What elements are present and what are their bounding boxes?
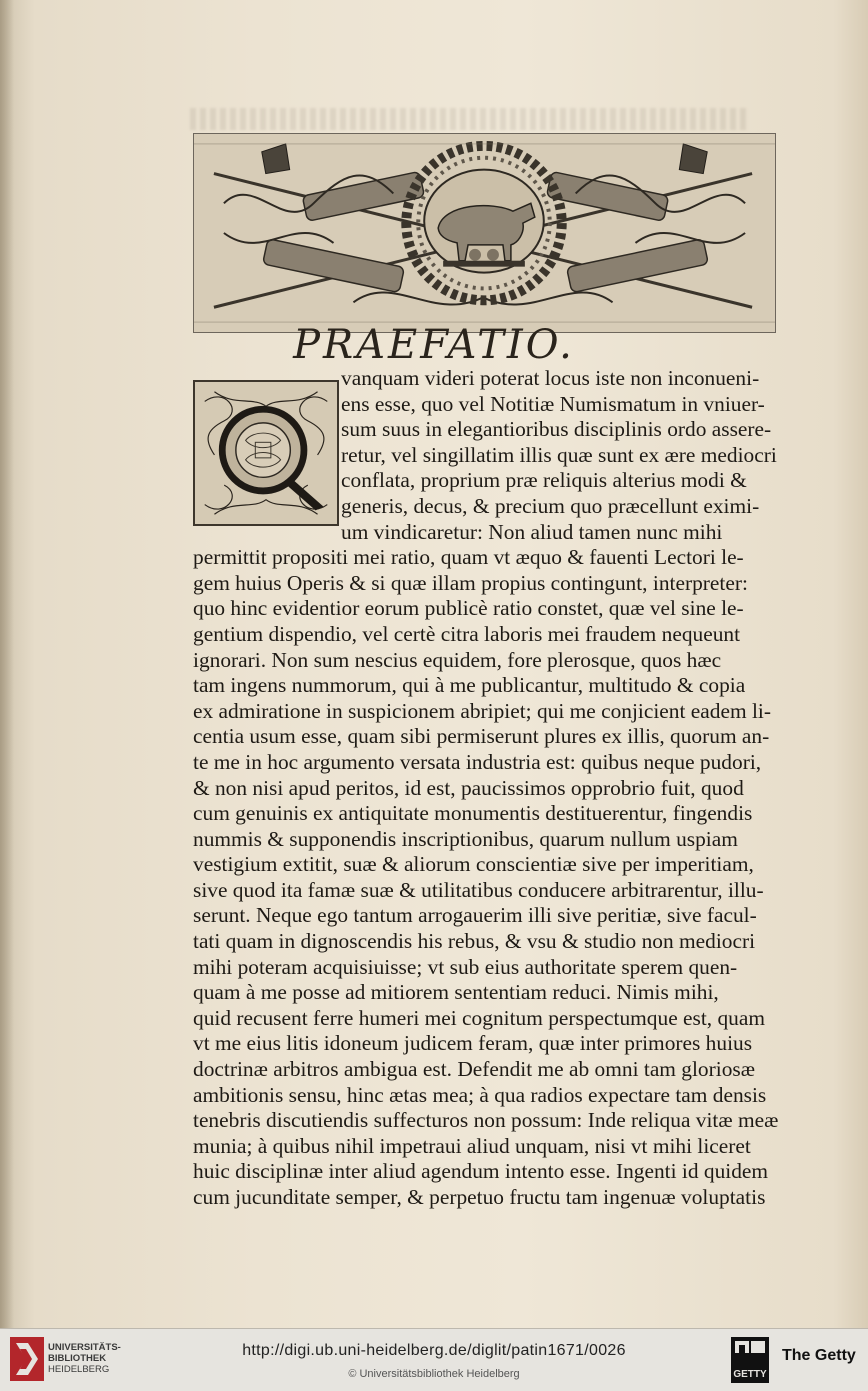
text-line: te me in hoc argumento versata industria est: quibus neque pudori, xyxy=(193,749,762,774)
text-line: tenebris discutiendis suffecturos non possum: Inde reliqua vitæ meæ xyxy=(193,1108,779,1133)
text-line: ignorari. Non sum nescius equidem, fore plerosque, quos hæc xyxy=(193,647,722,672)
text-line: cum genuinis ex antiquitate monumentis destituerentur, fingendis xyxy=(193,801,753,826)
text-line: vanquam videri poterat locus iste non inconueni- xyxy=(341,366,760,390)
text-line: serunt. Neque ego tantum arrogauerim illi sive peritiæ, sive facul- xyxy=(193,903,757,928)
text-line: mihi poteram acquisiuisse; vt sub eius authoritate sperem quen- xyxy=(193,954,738,979)
text-line: gem huius Operis & si quæ illam propius contingunt, interpreter: xyxy=(193,570,748,595)
text-line: doctrinæ arbitros ambigua est. Defendit me ab omni tam gloriosæ xyxy=(193,1057,755,1082)
text-line: huic disciplinæ inter aliud agendum intento esse. Ingenti id quidem xyxy=(193,1159,769,1184)
text-line: sive quod ita famæ suæ & utilitatibus conducere arbitrarentur, illu- xyxy=(193,877,764,902)
text-line: tati quam in dignoscendis his rebus, & vsu & studio non mediocri xyxy=(193,929,756,954)
text-line: quo hinc evidentior eorum publicè ratio constet, quæ vel sine le- xyxy=(193,596,744,621)
text-line: generis, decus, & precium quo præcellunt eximi- xyxy=(341,493,760,518)
text-line: tam ingens nummorum, qui à me publicantur, multitudo & copia xyxy=(193,673,746,698)
copyright-notice: © Universitätsbibliothek Heidelberg xyxy=(348,1368,520,1380)
body-text xyxy=(193,366,793,1211)
text-line: quid recusent ferre humeri mei cognitum perspectumque est, quam xyxy=(193,1005,766,1030)
getty-logo-icon[interactable] xyxy=(731,1337,769,1383)
library-name-line: UNIVERSITÄTS- xyxy=(48,1342,121,1353)
text-line: conflata, proprium præ reliquis alterius modi & xyxy=(341,468,747,493)
getty-logo-letters: GETTY xyxy=(733,1369,767,1380)
text-line: ex admiratione in suspicionem abripiet; qui me conjicient eadem li- xyxy=(193,698,771,723)
text-line: vestigium extitit, suæ & aliorum conscientiæ sive per imperitiam, xyxy=(193,852,754,877)
text-line: ambitionis sensu, hinc ætas mea; à qua radios expectare tam densis xyxy=(193,1082,767,1107)
chapter-title: PRAEFATIO. xyxy=(293,322,575,368)
library-name-line: BIBLIOTHEK xyxy=(48,1353,107,1364)
headpiece-engraving xyxy=(193,133,776,333)
text-line: & non nisi apud peritos, id est, paucissimos opprobrio fuit, quod xyxy=(193,775,744,800)
text-line: munia; à quibus nihil impetraui aliud unquam, nisi vt mihi liceret xyxy=(193,1133,751,1158)
text-line: permittit propositi mei ratio, quam vt æquo & fauenti Lectori le- xyxy=(193,545,744,570)
text-line: retur, vel singillatim illis quæ sunt ex ære mediocri xyxy=(341,442,777,467)
text-line: quam à me posse ad mitiorem sententiam reduci. Nimis mihi, xyxy=(193,980,719,1005)
partner-name[interactable]: The Getty xyxy=(782,1347,856,1364)
text-line: cum jucunditate semper, & perpetuo fructu tam ingenuæ voluptatis xyxy=(193,1185,766,1209)
permalink-url[interactable]: http://digi.ub.uni-heidelberg.de/diglit/patin1671/0026 xyxy=(242,1342,626,1359)
text-line: um vindicaretur: Non aliud tamen nunc mihi xyxy=(341,519,723,544)
text-line: ens esse, quo vel Notitiæ Numismatum in vniuer- xyxy=(341,391,765,416)
viewer-footer xyxy=(0,1328,868,1391)
bleed-through-marks xyxy=(190,108,750,130)
text-line: nummis & supponendis inscriptionibus, quarum nullum uspiam xyxy=(193,826,738,851)
library-name-line: HEIDELBERG xyxy=(48,1364,110,1375)
text-line: centia usum esse, quam sibi permiserunt plures ex illis, quorum an- xyxy=(193,724,770,749)
text-line: sum suus in elegantioribus disciplinis ordo assere- xyxy=(341,417,772,442)
text-line: vt me eius litis idoneum judicem feram, quæ inter primores huius xyxy=(193,1031,753,1056)
text-line: gentium dispendio, vel certè citra laboris mei fraudem nequeunt xyxy=(193,621,741,646)
